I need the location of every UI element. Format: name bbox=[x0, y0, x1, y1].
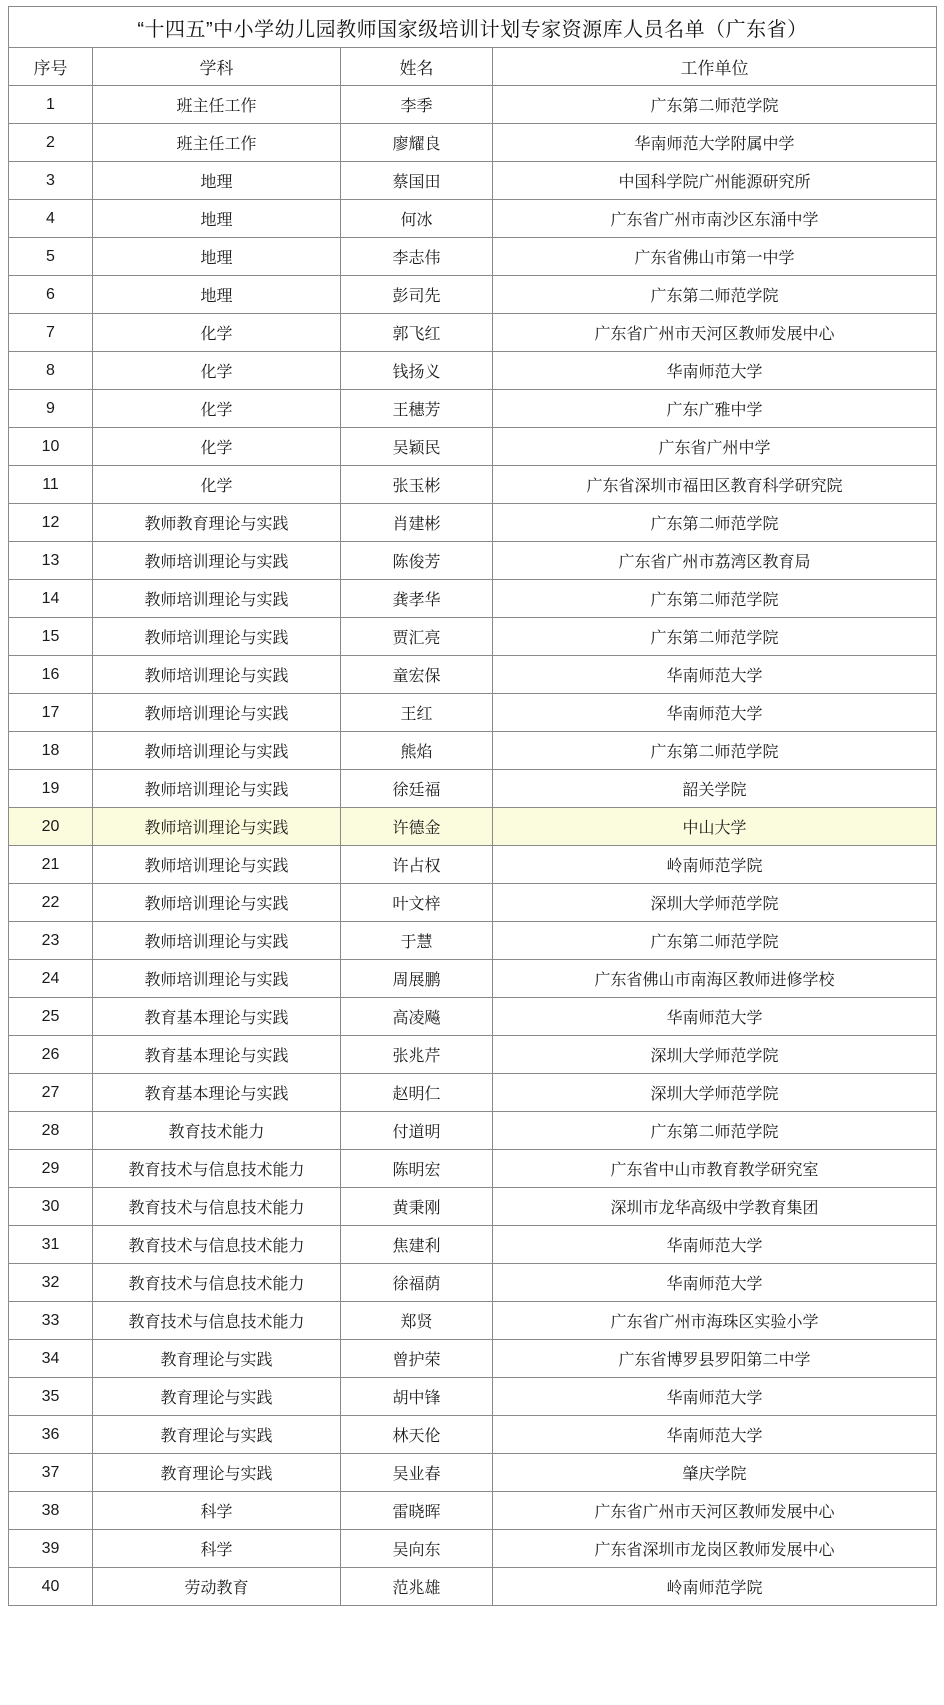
cell-index: 23 bbox=[9, 922, 93, 960]
title-row bbox=[9, 7, 937, 48]
cell-subject: 教育基本理论与实践 bbox=[93, 998, 341, 1036]
cell-subject: 教师教育理论与实践 bbox=[93, 504, 341, 542]
table-row bbox=[9, 580, 937, 618]
table-body bbox=[9, 7, 937, 1606]
table-row bbox=[9, 200, 937, 238]
cell-name: 黄秉刚 bbox=[341, 1188, 493, 1226]
table-row bbox=[9, 1264, 937, 1302]
cell-name: 徐廷福 bbox=[341, 770, 493, 808]
cell-name: 李季 bbox=[341, 86, 493, 124]
cell-index: 37 bbox=[9, 1454, 93, 1492]
table-row bbox=[9, 1416, 937, 1454]
table-row bbox=[9, 1188, 937, 1226]
cell-subject: 教育技术与信息技术能力 bbox=[93, 1188, 341, 1226]
cell-unit: 韶关学院 bbox=[493, 770, 937, 808]
cell-subject: 教师培训理论与实践 bbox=[93, 846, 341, 884]
cell-subject: 科学 bbox=[93, 1530, 341, 1568]
cell-name: 肖建彬 bbox=[341, 504, 493, 542]
cell-subject: 教育技术与信息技术能力 bbox=[93, 1264, 341, 1302]
cell-index: 20 bbox=[9, 808, 93, 846]
cell-subject: 教育技术与信息技术能力 bbox=[93, 1226, 341, 1264]
cell-name: 许德金 bbox=[341, 808, 493, 846]
cell-index: 26 bbox=[9, 1036, 93, 1074]
cell-subject: 教育理论与实践 bbox=[93, 1340, 341, 1378]
cell-subject: 地理 bbox=[93, 200, 341, 238]
table-row bbox=[9, 314, 937, 352]
table-row bbox=[9, 1454, 937, 1492]
cell-unit: 深圳市龙华高级中学教育集团 bbox=[493, 1188, 937, 1226]
cell-subject: 地理 bbox=[93, 162, 341, 200]
cell-name: 于慧 bbox=[341, 922, 493, 960]
cell-name: 吴向东 bbox=[341, 1530, 493, 1568]
cell-index: 38 bbox=[9, 1492, 93, 1530]
cell-subject: 地理 bbox=[93, 238, 341, 276]
table-row bbox=[9, 428, 937, 466]
cell-name: 高凌飚 bbox=[341, 998, 493, 1036]
cell-name: 陈俊芳 bbox=[341, 542, 493, 580]
cell-name: 熊焰 bbox=[341, 732, 493, 770]
column-header-name: 姓名 bbox=[341, 48, 493, 86]
cell-index: 5 bbox=[9, 238, 93, 276]
cell-unit: 华南师范大学 bbox=[493, 998, 937, 1036]
cell-name: 钱扬义 bbox=[341, 352, 493, 390]
expert-roster-table bbox=[8, 6, 937, 1606]
table-row bbox=[9, 808, 937, 846]
cell-name: 王穗芳 bbox=[341, 390, 493, 428]
cell-name: 郑贤 bbox=[341, 1302, 493, 1340]
cell-index: 33 bbox=[9, 1302, 93, 1340]
cell-unit: 深圳大学师范学院 bbox=[493, 884, 937, 922]
cell-subject: 科学 bbox=[93, 1492, 341, 1530]
cell-unit: 广东第二师范学院 bbox=[493, 580, 937, 618]
cell-unit: 广东第二师范学院 bbox=[493, 732, 937, 770]
cell-unit: 华南师范大学附属中学 bbox=[493, 124, 937, 162]
table-row bbox=[9, 998, 937, 1036]
cell-name: 吴颖民 bbox=[341, 428, 493, 466]
table-row bbox=[9, 1226, 937, 1264]
cell-index: 6 bbox=[9, 276, 93, 314]
cell-unit: 广东第二师范学院 bbox=[493, 276, 937, 314]
table-row bbox=[9, 656, 937, 694]
cell-subject: 教师培训理论与实践 bbox=[93, 542, 341, 580]
cell-index: 40 bbox=[9, 1568, 93, 1606]
cell-unit: 广东省广州市南沙区东涌中学 bbox=[493, 200, 937, 238]
column-header-index: 序号 bbox=[9, 48, 93, 86]
cell-unit: 广东第二师范学院 bbox=[493, 86, 937, 124]
cell-unit: 广东省广州市海珠区实验小学 bbox=[493, 1302, 937, 1340]
table-row bbox=[9, 352, 937, 390]
cell-subject: 教师培训理论与实践 bbox=[93, 884, 341, 922]
table-row bbox=[9, 466, 937, 504]
cell-unit: 广东省中山市教育教学研究室 bbox=[493, 1150, 937, 1188]
cell-unit: 华南师范大学 bbox=[493, 1378, 937, 1416]
cell-subject: 化学 bbox=[93, 390, 341, 428]
table-row bbox=[9, 162, 937, 200]
cell-unit: 广东第二师范学院 bbox=[493, 922, 937, 960]
cell-name: 贾汇亮 bbox=[341, 618, 493, 656]
table-row bbox=[9, 1378, 937, 1416]
cell-name: 李志伟 bbox=[341, 238, 493, 276]
cell-index: 7 bbox=[9, 314, 93, 352]
cell-unit: 广东省广州市天河区教师发展中心 bbox=[493, 314, 937, 352]
cell-unit: 广东省广州市天河区教师发展中心 bbox=[493, 1492, 937, 1530]
cell-unit: 广东省深圳市龙岗区教师发展中心 bbox=[493, 1530, 937, 1568]
cell-name: 童宏保 bbox=[341, 656, 493, 694]
cell-unit: 中山大学 bbox=[493, 808, 937, 846]
table-row bbox=[9, 1340, 937, 1378]
cell-subject: 化学 bbox=[93, 466, 341, 504]
cell-unit: 广东第二师范学院 bbox=[493, 1112, 937, 1150]
cell-name: 付道明 bbox=[341, 1112, 493, 1150]
cell-unit: 华南师范大学 bbox=[493, 1416, 937, 1454]
cell-name: 张玉彬 bbox=[341, 466, 493, 504]
cell-index: 31 bbox=[9, 1226, 93, 1264]
table-row bbox=[9, 238, 937, 276]
cell-subject: 教育技术能力 bbox=[93, 1112, 341, 1150]
cell-unit: 广东第二师范学院 bbox=[493, 618, 937, 656]
table-row bbox=[9, 1150, 937, 1188]
cell-index: 15 bbox=[9, 618, 93, 656]
cell-name: 曾护荣 bbox=[341, 1340, 493, 1378]
table-row bbox=[9, 884, 937, 922]
cell-index: 25 bbox=[9, 998, 93, 1036]
table-row bbox=[9, 390, 937, 428]
cell-name: 胡中锋 bbox=[341, 1378, 493, 1416]
header-row bbox=[9, 48, 937, 86]
cell-index: 22 bbox=[9, 884, 93, 922]
cell-name: 范兆雄 bbox=[341, 1568, 493, 1606]
cell-unit: 广东第二师范学院 bbox=[493, 504, 937, 542]
cell-name: 彭司先 bbox=[341, 276, 493, 314]
cell-index: 18 bbox=[9, 732, 93, 770]
table-row bbox=[9, 1302, 937, 1340]
document-title: “十四五”中小学幼儿园教师国家级培训计划专家资源库人员名单（广东省） bbox=[9, 7, 937, 48]
cell-index: 29 bbox=[9, 1150, 93, 1188]
cell-name: 张兆芹 bbox=[341, 1036, 493, 1074]
cell-subject: 教育基本理论与实践 bbox=[93, 1036, 341, 1074]
cell-index: 39 bbox=[9, 1530, 93, 1568]
cell-subject: 劳动教育 bbox=[93, 1568, 341, 1606]
table-row bbox=[9, 1036, 937, 1074]
table-row bbox=[9, 922, 937, 960]
cell-unit: 中国科学院广州能源研究所 bbox=[493, 162, 937, 200]
table-row bbox=[9, 1568, 937, 1606]
cell-index: 8 bbox=[9, 352, 93, 390]
cell-index: 9 bbox=[9, 390, 93, 428]
cell-index: 14 bbox=[9, 580, 93, 618]
cell-subject: 教师培训理论与实践 bbox=[93, 732, 341, 770]
cell-index: 32 bbox=[9, 1264, 93, 1302]
table-row bbox=[9, 1530, 937, 1568]
cell-index: 4 bbox=[9, 200, 93, 238]
cell-unit: 深圳大学师范学院 bbox=[493, 1036, 937, 1074]
cell-name: 叶文梓 bbox=[341, 884, 493, 922]
table-row bbox=[9, 124, 937, 162]
cell-unit: 华南师范大学 bbox=[493, 694, 937, 732]
cell-subject: 化学 bbox=[93, 352, 341, 390]
cell-name: 龚孝华 bbox=[341, 580, 493, 618]
cell-name: 何冰 bbox=[341, 200, 493, 238]
cell-subject: 教育理论与实践 bbox=[93, 1378, 341, 1416]
cell-unit: 华南师范大学 bbox=[493, 656, 937, 694]
cell-subject: 班主任工作 bbox=[93, 86, 341, 124]
table-row bbox=[9, 960, 937, 998]
cell-name: 廖耀良 bbox=[341, 124, 493, 162]
cell-index: 13 bbox=[9, 542, 93, 580]
cell-name: 周展鹏 bbox=[341, 960, 493, 998]
table-row bbox=[9, 618, 937, 656]
cell-name: 郭飞红 bbox=[341, 314, 493, 352]
cell-subject: 化学 bbox=[93, 314, 341, 352]
cell-subject: 教师培训理论与实践 bbox=[93, 922, 341, 960]
cell-name: 赵明仁 bbox=[341, 1074, 493, 1112]
table-row bbox=[9, 846, 937, 884]
cell-index: 11 bbox=[9, 466, 93, 504]
table-row bbox=[9, 770, 937, 808]
cell-subject: 教师培训理论与实践 bbox=[93, 618, 341, 656]
table-row bbox=[9, 542, 937, 580]
cell-index: 2 bbox=[9, 124, 93, 162]
cell-subject: 教育技术与信息技术能力 bbox=[93, 1302, 341, 1340]
table-row bbox=[9, 1112, 937, 1150]
cell-name: 蔡国田 bbox=[341, 162, 493, 200]
cell-subject: 教师培训理论与实践 bbox=[93, 960, 341, 998]
cell-subject: 教育理论与实践 bbox=[93, 1454, 341, 1492]
cell-unit: 广东省博罗县罗阳第二中学 bbox=[493, 1340, 937, 1378]
cell-name: 许占权 bbox=[341, 846, 493, 884]
column-header-subject: 学科 bbox=[93, 48, 341, 86]
cell-unit: 广东省佛山市第一中学 bbox=[493, 238, 937, 276]
table-row bbox=[9, 276, 937, 314]
cell-subject: 教育技术与信息技术能力 bbox=[93, 1150, 341, 1188]
cell-unit: 华南师范大学 bbox=[493, 1226, 937, 1264]
cell-subject: 教师培训理论与实践 bbox=[93, 770, 341, 808]
cell-index: 19 bbox=[9, 770, 93, 808]
cell-unit: 广东省佛山市南海区教师进修学校 bbox=[493, 960, 937, 998]
table-row bbox=[9, 694, 937, 732]
cell-unit: 广东广雅中学 bbox=[493, 390, 937, 428]
table-row bbox=[9, 504, 937, 542]
cell-index: 24 bbox=[9, 960, 93, 998]
cell-index: 27 bbox=[9, 1074, 93, 1112]
cell-name: 陈明宏 bbox=[341, 1150, 493, 1188]
cell-unit: 岭南师范学院 bbox=[493, 846, 937, 884]
cell-index: 28 bbox=[9, 1112, 93, 1150]
cell-subject: 教师培训理论与实践 bbox=[93, 580, 341, 618]
table-row bbox=[9, 86, 937, 124]
cell-name: 林天伦 bbox=[341, 1416, 493, 1454]
cell-name: 吴业春 bbox=[341, 1454, 493, 1492]
cell-index: 34 bbox=[9, 1340, 93, 1378]
cell-unit: 深圳大学师范学院 bbox=[493, 1074, 937, 1112]
cell-name: 王红 bbox=[341, 694, 493, 732]
cell-index: 35 bbox=[9, 1378, 93, 1416]
cell-subject: 班主任工作 bbox=[93, 124, 341, 162]
cell-unit: 华南师范大学 bbox=[493, 352, 937, 390]
cell-index: 30 bbox=[9, 1188, 93, 1226]
cell-index: 17 bbox=[9, 694, 93, 732]
table-row bbox=[9, 1074, 937, 1112]
cell-subject: 教师培训理论与实践 bbox=[93, 808, 341, 846]
cell-name: 焦建利 bbox=[341, 1226, 493, 1264]
column-header-unit: 工作单位 bbox=[493, 48, 937, 86]
cell-index: 1 bbox=[9, 86, 93, 124]
cell-unit: 岭南师范学院 bbox=[493, 1568, 937, 1606]
cell-unit: 广东省深圳市福田区教育科学研究院 bbox=[493, 466, 937, 504]
cell-index: 12 bbox=[9, 504, 93, 542]
cell-subject: 教师培训理论与实践 bbox=[93, 656, 341, 694]
cell-subject: 教师培训理论与实践 bbox=[93, 694, 341, 732]
cell-name: 徐福荫 bbox=[341, 1264, 493, 1302]
cell-index: 36 bbox=[9, 1416, 93, 1454]
cell-index: 10 bbox=[9, 428, 93, 466]
cell-unit: 广东省广州中学 bbox=[493, 428, 937, 466]
cell-name: 雷晓晖 bbox=[341, 1492, 493, 1530]
cell-unit: 华南师范大学 bbox=[493, 1264, 937, 1302]
cell-index: 3 bbox=[9, 162, 93, 200]
cell-unit: 广东省广州市荔湾区教育局 bbox=[493, 542, 937, 580]
table-row bbox=[9, 1492, 937, 1530]
cell-subject: 地理 bbox=[93, 276, 341, 314]
cell-unit: 肇庆学院 bbox=[493, 1454, 937, 1492]
cell-subject: 教育理论与实践 bbox=[93, 1416, 341, 1454]
cell-index: 16 bbox=[9, 656, 93, 694]
cell-index: 21 bbox=[9, 846, 93, 884]
cell-subject: 教育基本理论与实践 bbox=[93, 1074, 341, 1112]
table-row bbox=[9, 732, 937, 770]
cell-subject: 化学 bbox=[93, 428, 341, 466]
